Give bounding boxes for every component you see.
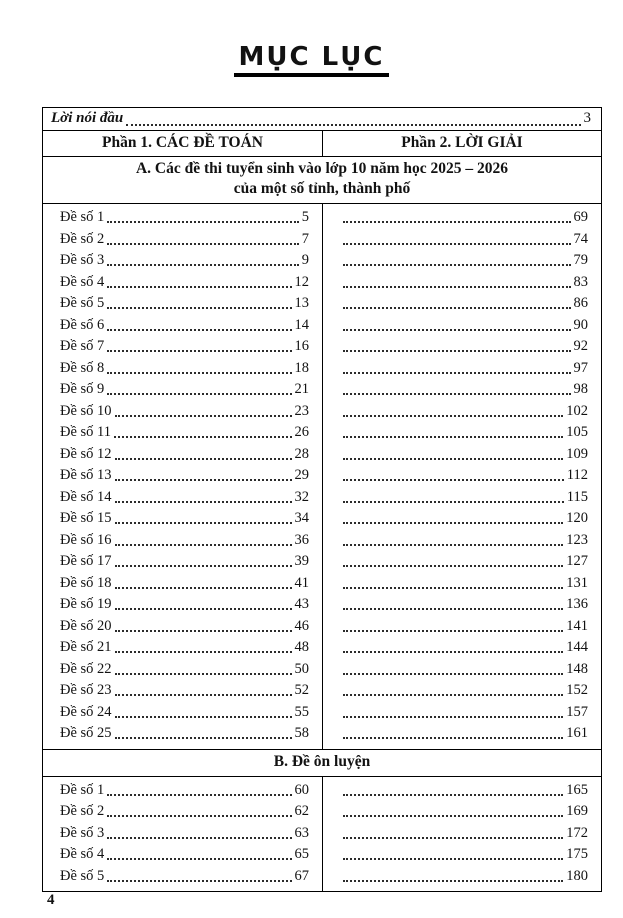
toc-entry: [60, 573, 309, 595]
solution-page: 136: [566, 596, 588, 612]
dot-leader: [343, 659, 563, 675]
dot-leader: [115, 444, 292, 460]
entry-page: 41: [294, 574, 309, 591]
section-b-solutions-col: [322, 777, 601, 892]
dot-leader: [115, 680, 292, 696]
entry-page: 14: [294, 316, 309, 333]
dot-leader: [343, 723, 563, 739]
solution-page: 120: [566, 510, 588, 526]
toc-entry: [60, 229, 309, 251]
dot-leader: [343, 465, 564, 481]
dot-leader: [107, 315, 291, 331]
dot-leader: [107, 207, 298, 223]
solution-entry: [340, 444, 588, 466]
solution-page: 90: [573, 316, 588, 333]
entry-page: 58: [294, 725, 309, 741]
entry-label: Đề số 5: [60, 867, 105, 884]
entry-label: Đề số 4: [60, 846, 105, 862]
title-wrap: [0, 0, 623, 77]
solution-entry: [340, 866, 588, 888]
solution-page: 83: [573, 273, 588, 290]
entry-label: Đề số 17: [60, 553, 112, 569]
dot-leader: [107, 866, 291, 882]
solution-entry: [340, 336, 588, 358]
solution-page: 165: [566, 781, 588, 798]
section-a-title-line2: của một số tỉnh, thành phố: [233, 180, 411, 197]
entry-label: Đề số 4: [60, 273, 105, 290]
entry-label: Đề số 3: [60, 824, 105, 841]
entry-label: Đề số 14: [60, 488, 112, 505]
entry-label: Đề số 13: [60, 467, 112, 483]
solution-entry: [340, 723, 588, 745]
entry-label: Đề số 24: [60, 703, 112, 720]
toc-entry: [60, 659, 309, 681]
toc-entry: [60, 702, 309, 724]
dot-leader: [343, 379, 571, 395]
dot-leader: [107, 844, 291, 860]
solution-entry: [340, 293, 588, 315]
solution-page: 105: [566, 424, 588, 440]
toc-entry: [60, 594, 309, 616]
dot-leader: [343, 616, 563, 632]
entry-page: 55: [294, 703, 309, 720]
dot-leader: [115, 723, 292, 739]
solution-page: 97: [573, 359, 588, 376]
toc-entry: [60, 422, 309, 444]
entry-page: 12: [294, 273, 309, 290]
solution-entry: [340, 379, 588, 401]
column-header-problems: Phần 1. CÁC ĐỀ TOÁN: [102, 134, 263, 151]
dot-leader: [107, 336, 291, 352]
entry-page: 7: [301, 230, 309, 247]
entry-label: Đề số 3: [60, 252, 105, 268]
solution-page: 152: [566, 682, 588, 698]
entry-page: 5: [301, 209, 309, 225]
solution-entry: [340, 272, 588, 294]
dot-leader: [107, 379, 291, 395]
section-b-list: [43, 777, 601, 892]
dot-leader: [114, 422, 291, 438]
solution-entry: [340, 659, 588, 681]
entry-page: 34: [294, 510, 309, 526]
toc-entry: [60, 336, 309, 358]
dot-leader: [107, 780, 291, 796]
dot-leader: [343, 444, 563, 460]
toc-entry: [60, 508, 309, 530]
entry-page: 62: [294, 803, 309, 819]
dot-leader: [343, 487, 564, 503]
section-a-solutions-col: [322, 204, 601, 749]
section-a-problems-col: [43, 204, 322, 749]
solution-page: 180: [566, 867, 588, 884]
entry-page: 48: [294, 639, 309, 655]
dot-leader: [343, 207, 571, 223]
entry-label: Đề số 16: [60, 531, 112, 548]
dot-leader: [115, 465, 292, 481]
dot-leader: [343, 823, 563, 839]
toc-entry: [60, 465, 309, 487]
entry-label: Đề số 9: [60, 381, 105, 397]
dot-leader: [343, 293, 571, 309]
solution-entry: [340, 573, 588, 595]
dot-leader: [343, 315, 571, 331]
toc-entry: [60, 487, 309, 509]
entry-label: Đề số 12: [60, 445, 112, 462]
entry-page: 18: [294, 359, 309, 376]
entry-label: Đề số 25: [60, 725, 112, 741]
solution-page: 144: [566, 639, 588, 655]
entry-page: 43: [294, 596, 309, 612]
solution-page: 79: [573, 252, 588, 268]
entry-page: 67: [294, 867, 309, 884]
toc-entry: [60, 780, 309, 802]
dot-leader: [107, 823, 291, 839]
solution-entry: [340, 315, 588, 337]
entry-label: Đề số 10: [60, 402, 112, 419]
dot-leader: [343, 780, 563, 796]
solution-entry: [340, 801, 588, 823]
dot-leader: [343, 422, 563, 438]
solution-page: 69: [573, 209, 588, 225]
section-b-problems-col: [43, 777, 322, 892]
dot-leader: [343, 866, 563, 882]
dot-leader: [343, 358, 571, 374]
entry-label: Đề số 22: [60, 660, 112, 677]
dot-leader: [115, 530, 292, 546]
dot-leader: [343, 573, 563, 589]
solution-page: 123: [566, 531, 588, 548]
entry-label: Đề số 11: [60, 424, 112, 440]
section-b-header: [43, 750, 601, 777]
solution-entry: [340, 422, 588, 444]
entry-page: 23: [294, 402, 309, 419]
toc-entry: [60, 530, 309, 552]
entry-page: 32: [294, 488, 309, 505]
dot-leader: [107, 250, 298, 266]
toc-entry: [60, 401, 309, 423]
entry-page: 60: [294, 781, 309, 798]
toc-entry: [60, 272, 309, 294]
dot-leader: [107, 801, 291, 817]
dot-leader: [343, 336, 571, 352]
solution-entry: [340, 780, 588, 802]
entry-label: Đề số 7: [60, 338, 105, 354]
entry-label: Đề số 2: [60, 803, 105, 819]
solution-entry: [340, 487, 588, 509]
solution-page: 148: [566, 660, 588, 677]
solution-entry: [340, 702, 588, 724]
column-header-row: [43, 131, 601, 157]
entry-label: Đề số 15: [60, 510, 112, 526]
dot-leader: [115, 702, 292, 718]
solution-page: 141: [566, 617, 588, 634]
entry-label: Đề số 18: [60, 574, 112, 591]
toc-entry: [60, 551, 309, 573]
section-a-list: [43, 204, 601, 750]
entry-label: Đề số 2: [60, 230, 105, 247]
entry-page: 28: [294, 445, 309, 462]
dot-leader: [343, 594, 563, 610]
solution-page: 131: [566, 574, 588, 591]
column-header-solutions: Phần 2. LỜI GIẢI: [322, 131, 601, 156]
solution-page: 86: [573, 295, 588, 311]
solution-page: 92: [573, 338, 588, 354]
toc-entry: [60, 823, 309, 845]
dot-leader: [343, 250, 571, 266]
solution-entry: [340, 551, 588, 573]
page-title: MỤC LỤC: [234, 42, 390, 77]
solution-page: 175: [566, 846, 588, 862]
dot-leader: [107, 358, 291, 374]
toc-entry: [60, 250, 309, 272]
solution-entry: [340, 823, 588, 845]
solution-page: 169: [566, 803, 588, 819]
solution-entry: [340, 229, 588, 251]
section-a-title-line1: A. Các đề thi tuyển sinh vào lớp 10 năm học 2025 – 2026: [135, 160, 508, 177]
entry-label: Đề số 23: [60, 682, 112, 698]
dot-leader: [107, 293, 291, 309]
dot-leader: [343, 801, 563, 817]
entry-page: 21: [294, 381, 309, 397]
solution-entry: [340, 530, 588, 552]
toc-entry: [60, 358, 309, 380]
toc-entry: [60, 379, 309, 401]
entry-label: Đề số 1: [60, 209, 105, 225]
dot-leader: [115, 594, 292, 610]
dot-leader: [115, 487, 292, 503]
dot-leader: [115, 508, 292, 524]
page-number: 4: [47, 892, 55, 908]
toc-table: [42, 107, 602, 892]
dot-leader: [343, 702, 563, 718]
entry-label: Đề số 20: [60, 617, 112, 634]
dot-leader: [115, 551, 292, 567]
toc-entry: [60, 444, 309, 466]
entry-page: 36: [294, 531, 309, 548]
solution-page: 102: [566, 402, 588, 419]
dot-leader: [115, 573, 292, 589]
dot-leader: [343, 401, 563, 417]
solution-page: 98: [573, 381, 588, 397]
toc-entry: [60, 866, 309, 888]
solution-entry: [340, 680, 588, 702]
entry-page: 13: [294, 295, 309, 311]
toc-entry: [60, 801, 309, 823]
solution-entry: [340, 401, 588, 423]
solution-entry: [340, 637, 588, 659]
dot-leader: [126, 110, 580, 126]
dot-leader: [343, 637, 563, 653]
entry-label: Đề số 5: [60, 295, 105, 311]
toc-entry: [60, 616, 309, 638]
preface-label: Lời nói đầu: [51, 110, 124, 126]
entry-page: 39: [294, 553, 309, 569]
section-b-title: B. Đề ôn luyện: [273, 752, 371, 770]
dot-leader: [343, 530, 563, 546]
dot-leader: [343, 229, 571, 245]
section-a-header: [43, 157, 601, 204]
solution-page: 172: [566, 824, 588, 841]
dot-leader: [115, 637, 292, 653]
preface-page: 3: [583, 110, 591, 126]
entry-label: Đề số 21: [60, 639, 112, 655]
dot-leader: [343, 551, 563, 567]
toc-entry: [60, 637, 309, 659]
solution-entry: [340, 250, 588, 272]
entry-label: Đề số 8: [60, 359, 105, 376]
solution-page: 127: [566, 553, 588, 569]
preface-row: [43, 108, 601, 131]
entry-page: 63: [294, 824, 309, 841]
solution-entry: [340, 844, 588, 866]
toc-entry: [60, 844, 309, 866]
toc-entry: [60, 207, 309, 229]
solution-entry: [340, 594, 588, 616]
toc-entry: [60, 723, 309, 745]
dot-leader: [115, 659, 292, 675]
solution-page: 115: [566, 488, 588, 505]
entry-page: 16: [294, 338, 309, 354]
toc-entry: [60, 315, 309, 337]
dot-leader: [343, 508, 563, 524]
toc-entry: [60, 680, 309, 702]
entry-label: Đề số 1: [60, 781, 105, 798]
dot-leader: [343, 844, 563, 860]
solution-entry: [340, 508, 588, 530]
entry-label: Đề số 6: [60, 316, 105, 333]
entry-page: 65: [294, 846, 309, 862]
entry-page: 26: [294, 424, 309, 440]
solution-entry: [340, 207, 588, 229]
solution-entry: [340, 358, 588, 380]
entry-page: 29: [294, 467, 309, 483]
solution-page: 157: [566, 703, 588, 720]
dot-leader: [115, 616, 292, 632]
entry-page: 52: [294, 682, 309, 698]
entry-label: Đề số 19: [60, 596, 112, 612]
solution-page: 112: [566, 467, 588, 483]
solution-entry: [340, 465, 588, 487]
solution-page: 109: [566, 445, 588, 462]
entry-page: 50: [294, 660, 309, 677]
solution-page: 74: [573, 230, 588, 247]
dot-leader: [107, 272, 291, 288]
dot-leader: [343, 680, 563, 696]
entry-page: 9: [301, 252, 309, 268]
dot-leader: [343, 272, 571, 288]
solution-page: 161: [566, 725, 588, 741]
dot-leader: [115, 401, 292, 417]
entry-page: 46: [294, 617, 309, 634]
dot-leader: [107, 229, 298, 245]
toc-entry: [60, 293, 309, 315]
solution-entry: [340, 616, 588, 638]
